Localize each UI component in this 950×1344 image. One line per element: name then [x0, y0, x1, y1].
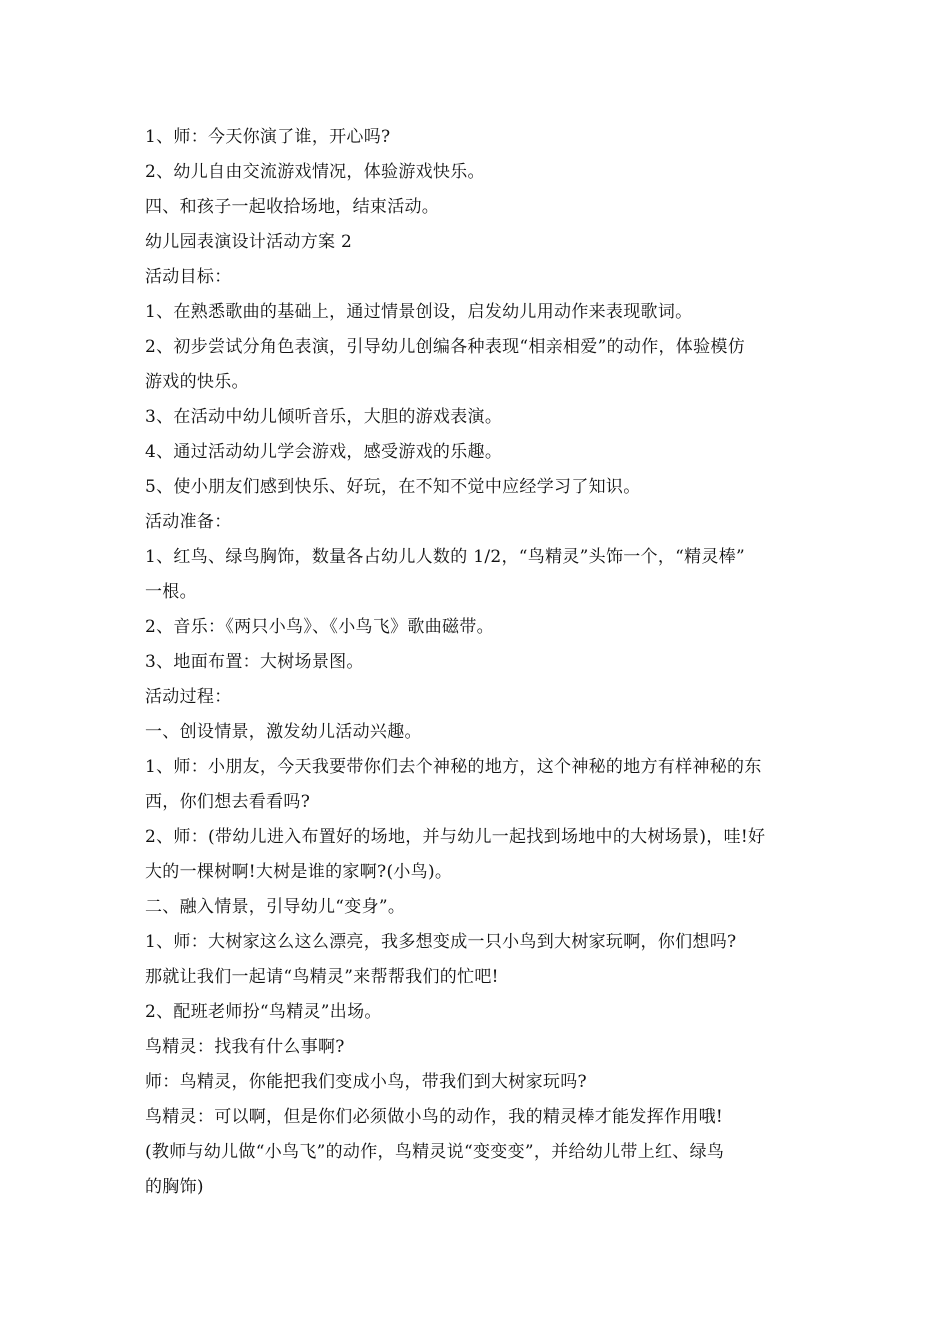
text-line: 西，你们想去看看吗?	[145, 792, 311, 812]
text-line: (教师与幼儿做“小鸟飞”的动作，鸟精灵说“变变变”，并给幼儿带上红、绿鸟	[145, 1142, 725, 1162]
text-line: 1、在熟悉歌曲的基础上，通过情景创设，启发幼儿用动作来表现歌词。	[145, 302, 693, 322]
text-line: 2、初步尝试分角色表演，引导幼儿创编各种表现“相亲相爱”的动作，体验模仿	[145, 337, 745, 357]
text-line: 那就让我们一起请“鸟精灵”来帮帮我们的忙吧!	[145, 967, 499, 987]
text-line: 师：鸟精灵，你能把我们变成小鸟，带我们到大树家玩吗?	[145, 1072, 587, 1092]
text-line: 二、融入情景，引导幼儿“变身”。	[145, 897, 406, 917]
text-line: 2、配班老师扮“鸟精灵”出场。	[145, 1002, 382, 1022]
text-line: 1、师：今天你演了谁，开心吗?	[145, 127, 391, 147]
text-line: 5、使小朋友们感到快乐、好玩，在不知不觉中应经学习了知识。	[145, 477, 641, 497]
section-heading: 活动准备：	[145, 512, 232, 532]
text-line: 1、师：小朋友，今天我要带你们去个神秘的地方，这个神秘的地方有样神秘的东	[145, 757, 762, 777]
text-line: 1、师：大树家这么这么漂亮，我多想变成一只小鸟到大树家玩啊，你们想吗?	[145, 932, 737, 952]
section-title: 幼儿园表演设计活动方案 2	[145, 232, 353, 252]
text-line: 游戏的快乐。	[145, 372, 249, 392]
section-heading: 活动目标：	[145, 267, 232, 287]
text-line: 2、幼儿自由交流游戏情况，体验游戏快乐。	[145, 162, 485, 182]
text-line: 一根。	[145, 582, 197, 602]
text-line: 3、在活动中幼儿倾听音乐，大胆的游戏表演。	[145, 407, 503, 427]
text-line: 鸟精灵：找我有什么事啊?	[145, 1037, 345, 1057]
document-page	[145, 120, 815, 1205]
text-line: 四、和孩子一起收拾场地，结束活动。	[145, 197, 440, 217]
text-line: 2、师：(带幼儿进入布置好的场地，并与幼儿一起找到场地中的大树场景)，哇!好	[145, 827, 766, 847]
section-heading: 活动过程：	[145, 687, 232, 707]
text-line: 鸟精灵：可以啊，但是你们必须做小鸟的动作，我的精灵棒才能发挥作用哦!	[145, 1107, 724, 1127]
text-line: 1、红鸟、绿鸟胸饰，数量各占幼儿人数的 1/2，“鸟精灵”头饰一个，“精灵棒”	[145, 547, 746, 567]
text-line: 4、通过活动幼儿学会游戏，感受游戏的乐趣。	[145, 442, 503, 462]
text-line: 大的一棵树啊!大树是谁的家啊?(小鸟)。	[145, 862, 453, 882]
text-line: 的胸饰)	[145, 1177, 204, 1197]
text-line: 3、地面布置：大树场景图。	[145, 652, 364, 672]
text-line: 一、创设情景，激发幼儿活动兴趣。	[145, 722, 422, 742]
text-line: 2、音乐：《两只小鸟》、《小鸟飞》歌曲磁带。	[145, 617, 494, 637]
